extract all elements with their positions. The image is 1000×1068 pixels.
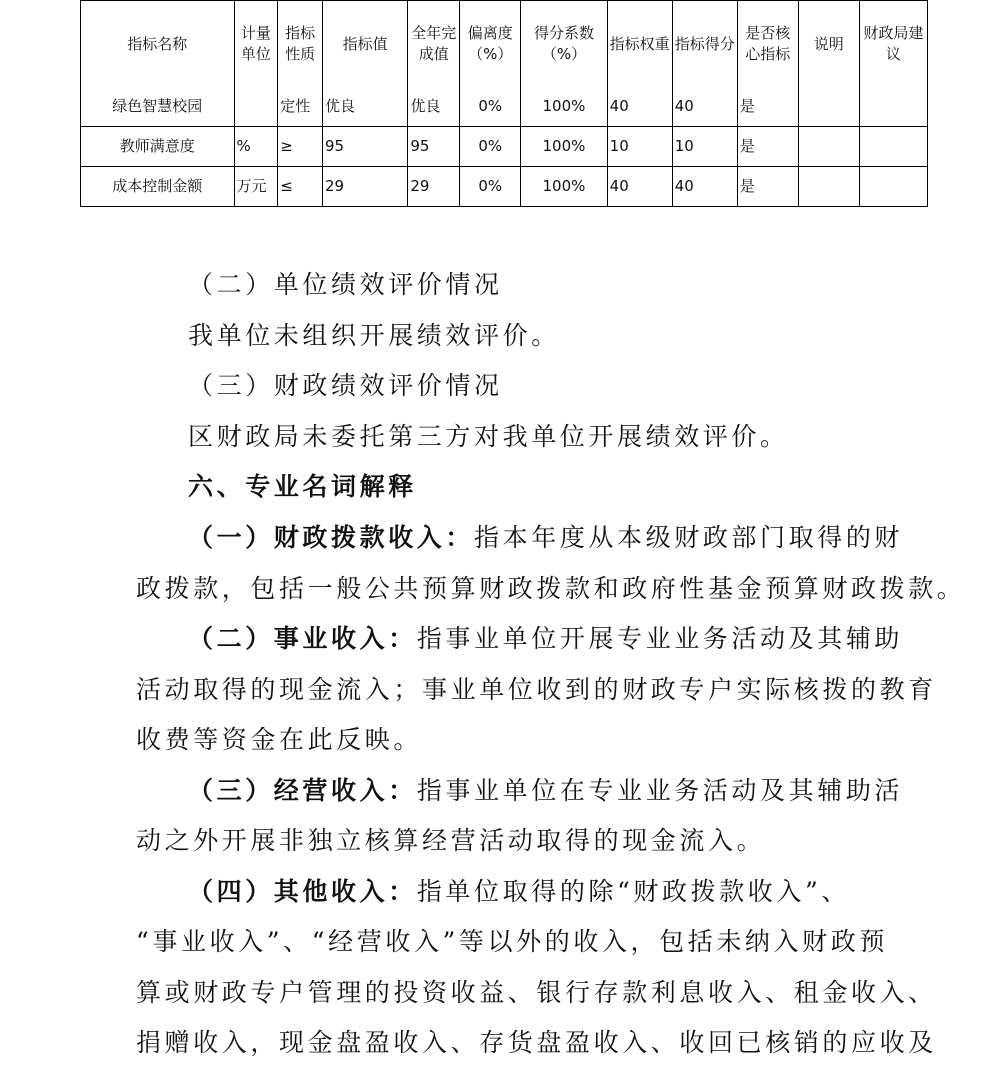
table-cell: 29	[322, 166, 407, 206]
glossary-definition: 指单位取得的除“财政拨款收入”、	[416, 877, 850, 906]
header-cell: 说明	[798, 1, 859, 88]
table-cell: 优良	[408, 88, 460, 127]
glossary-term: （二）事业收入：	[188, 624, 417, 653]
table-cell: 教师满意度	[81, 126, 235, 166]
table-cell: 是	[737, 166, 798, 206]
table-cell	[798, 166, 859, 206]
paragraph-line: “事业收入”、“经营收入”等以外的收入，包括未纳入财政预	[136, 927, 888, 956]
header-cell: 指标权重	[607, 1, 672, 88]
header-cell: 全年完成值	[408, 1, 460, 88]
header-cell: 财政局建议	[859, 1, 927, 88]
paragraph-line: 算或财政专户管理的投资收益、银行存款利息收入、租金收入、	[136, 978, 937, 1007]
table-header-row	[81, 1, 928, 88]
header-cell: 指标名称	[81, 1, 235, 88]
table-cell	[859, 166, 927, 206]
table-cell: 是	[737, 88, 798, 127]
paragraph-line: 动之外开展非独立核算经营活动取得的现金流入。	[136, 826, 766, 855]
performance-indicator-table	[80, 0, 928, 207]
table-cell: 95	[408, 126, 460, 166]
table-cell: 10	[607, 126, 672, 166]
section-heading-fiscal-evaluation: （三）财政绩效评价情况	[188, 371, 503, 400]
paragraph-line: 活动取得的现金流入；事业单位收到的财政专户实际核拨的教育	[136, 675, 937, 704]
table-cell: 40	[607, 166, 672, 206]
table-row	[81, 166, 928, 206]
table-cell: ≥	[278, 126, 323, 166]
glossary-definition: 指本年度从本级财政部门取得的财	[474, 523, 904, 552]
table-cell	[798, 126, 859, 166]
table-cell: 100%	[521, 166, 607, 206]
table-cell: 0%	[460, 126, 521, 166]
table-cell	[234, 88, 278, 127]
table-row	[81, 88, 928, 127]
header-cell: 指标得分	[672, 1, 737, 88]
header-cell: 是否核心指标	[737, 1, 798, 88]
table-cell: 100%	[521, 126, 607, 166]
table-cell: %	[234, 126, 278, 166]
table-row	[81, 126, 928, 166]
glossary-definition: 指事业单位在专业业务活动及其辅助活	[416, 776, 904, 805]
header-cell: 指标值	[322, 1, 407, 88]
paragraph-unit-evaluation: 我单位未组织开展绩效评价。	[188, 321, 560, 350]
glossary-term: （四）其他收入：	[188, 877, 417, 906]
table-cell: 是	[737, 126, 798, 166]
paragraph-line: 政拨款，包括一般公共预算财政拨款和政府性基金预算财政拨款。	[136, 574, 966, 603]
table-cell: 0%	[460, 166, 521, 206]
header-cell: 得分系数（%）	[521, 1, 607, 88]
paragraph-line: 收费等资金在此反映。	[136, 725, 423, 754]
glossary-item-business-income	[188, 624, 903, 654]
table-cell: ≤	[278, 166, 323, 206]
glossary-term: （三）经营收入：	[188, 776, 417, 805]
glossary-item-other-income	[188, 877, 850, 907]
table-cell: 万元	[234, 166, 278, 206]
glossary-term: （一）财政拨款收入：	[188, 523, 475, 552]
table-cell: 0%	[460, 88, 521, 127]
table-cell: 40	[672, 166, 737, 206]
table-cell: 29	[408, 166, 460, 206]
table-cell	[798, 88, 859, 127]
table-cell: 95	[322, 126, 407, 166]
table-cell: 成本控制金额	[81, 166, 235, 206]
table-cell	[859, 126, 927, 166]
paragraph-fiscal-evaluation: 区财政局未委托第三方对我单位开展绩效评价。	[188, 422, 789, 451]
table-cell: 100%	[521, 88, 607, 127]
table-cell: 绿色智慧校园	[81, 88, 235, 127]
section-heading-glossary: 六、专业名词解释	[188, 472, 417, 501]
table-cell: 40	[607, 88, 672, 127]
header-cell: 偏离度（%）	[460, 1, 521, 88]
header-cell: 计量单位	[234, 1, 278, 88]
glossary-definition: 指事业单位开展专业业务活动及其辅助	[416, 624, 904, 653]
glossary-item-operating-income	[188, 776, 903, 806]
table-cell: 40	[672, 88, 737, 127]
glossary-item-fiscal-appropriation	[188, 523, 903, 553]
table-cell: 优良	[322, 88, 407, 127]
table-cell	[859, 88, 927, 127]
paragraph-line: 捐赠收入，现金盘盈收入、存货盘盈收入、收回已核销的应收及	[136, 1028, 937, 1057]
table-cell: 10	[672, 126, 737, 166]
section-heading-unit-evaluation: （二）单位绩效评价情况	[188, 270, 503, 299]
table-cell: 定性	[278, 88, 323, 127]
header-cell: 指标性质	[278, 1, 323, 88]
